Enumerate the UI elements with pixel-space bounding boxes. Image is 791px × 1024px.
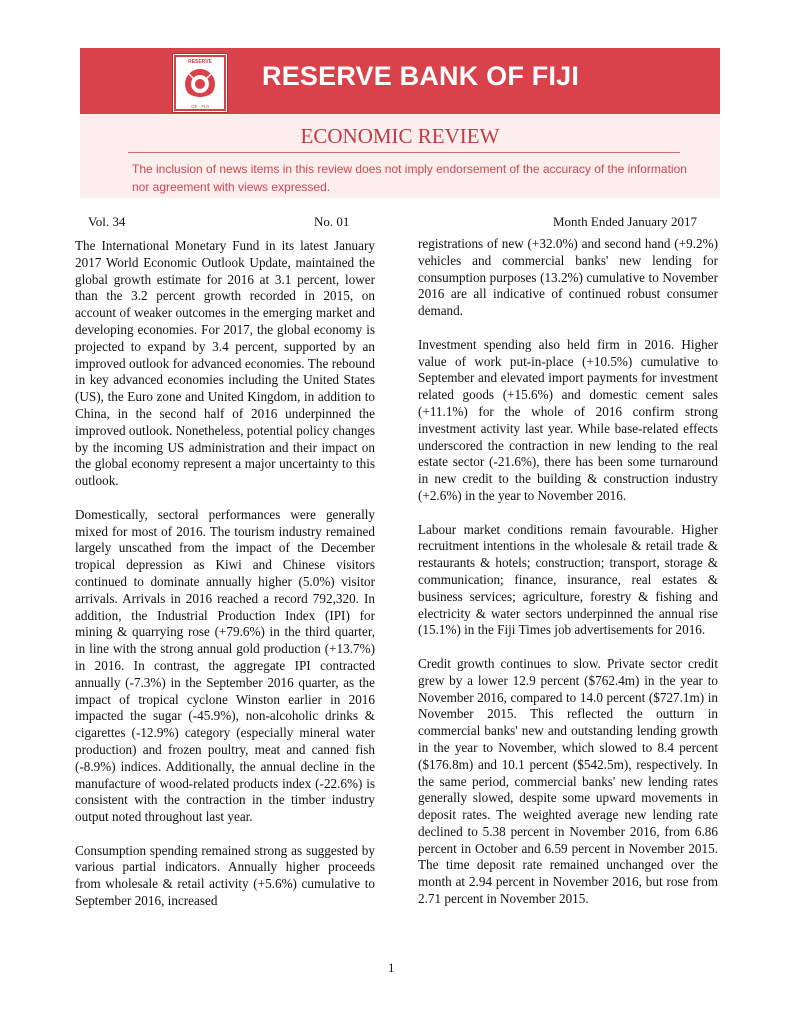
page-number: 1 xyxy=(388,960,395,975)
left-column xyxy=(75,238,375,927)
paragraph-sectoral-performance: Domestically, sectoral performances were generally mixed for most of 2016. The tourism industry remained largely unscathed from the impact of the December tropical depression as Kiwi and Chinese visitors continued to dominate annually higher (5.0%) visitor arrivals. Arrivals in 2016 reached a record 792,320. In addition, the Industrial Production Index (IPI) for mining & quarrying rose (+79.6%) in the third quarter, in line with the strong annual gold production (+13.7%) in 2016. In contrast, the aggregate IPI contracted annually (-7.3%) in the September 2016 quarter, as the impact of tropical cyclone Winston earlier in 2016 impacted the sugar (-45.9%), non-alcoholic drinks & cigarettes (-12.9%) category (especially mineral water production) and frozen poultry, meat and canned fish (-8.9%) indices. Additionally, the annual decline in the manufacture of wood-related products index (-22.6%) is consistent with the contraction in the timber industry output noted throughout last year. xyxy=(75,506,375,825)
paragraph-consumption: Consumption spending remained strong as suggested by various partial indicators. Annually higher proceeds from wholesale & retail activity (+5.6%) cumulative to September 2016, increased xyxy=(75,842,375,909)
review-title: ECONOMIC REVIEW xyxy=(300,124,500,148)
volume-label: Vol. 34 xyxy=(88,214,126,229)
header-banner xyxy=(80,48,720,114)
paragraph-global-outlook: The International Monetary Fund in its latest January 2017 World Economic Outlook Update, maintained the global growth estimate for 2016 at 3.1 percent, lower than the 3.2 percent growth recorded in 2015, on account of weaker outcomes in the emerging market and developing economies. For 2017, the global economy is projected to expand by 3.4 percent, supported by an improved outlook for advanced economies. The rebound in key advanced economies including the United States (US), the Euro zone and United Kingdom, in addition to China, in the second half of 2016 underpinned the improved outlook. Nonetheless, potential policy changes by the incoming US administration and their impact on the global economy represent a major uncertainty to this outlook. xyxy=(75,238,375,489)
paragraph-labour-market: Labour market conditions remain favourable. Higher recruitment intentions in the wholesale & retail trade & restaurants & hotels; construction; transport, storage & communication; finance, insurance, real estates & business services; agriculture, forestry & fishing and electricity & water sectors underpinned the annual rise (15.1%) in the Fiji Times job advertisements for 2016. xyxy=(418,521,718,638)
divider xyxy=(128,152,680,153)
svg-text:RESERVE: RESERVE xyxy=(188,59,212,65)
issue-period: Month Ended January 2017 xyxy=(553,214,698,229)
paragraph-consumption-continued: registrations of new (+32.0%) and second hand (+9.2%) vehicles and commercial banks' new lending for consumption purposes (13.2%) cumulative to November 2016 are all indicative of continued robust consumer demand. xyxy=(418,236,718,319)
svg-text:OF · FIJI: OF · FIJI xyxy=(191,104,209,109)
disclaimer: The inclusion of news items in this review does not imply endorsement of the accuracy of the information nor agreement with views expressed. xyxy=(132,162,687,194)
paragraph-credit-growth: Credit growth continues to slow. Private sector credit grew by a lower 12.9 percent ($762.4m) in the year to November 2016, compared to 14.0 percent ($727.1m) in November 2015. This reflected the outturn in commercial banks' new and outstanding lending growth in the year to November, which slowed to 8.4 percent ($176.8m) and 10.1 percent ($542.5m), respectively. In the same period, commercial banks' new lending rates generally slowed, despite some upward movements in deposit rates. The weighted average new lending rate declined to 5.38 percent in November 2016, from 6.86 percent in October and 6.59 percent in November 2015. The time deposit rate remained unchanged over the month at 2.94 percent in November 2016, but rose from 2.71 percent in November 2015. xyxy=(418,655,718,907)
paragraph-investment: Investment spending also held firm in 2016. Higher value of work put-in-place (+10.5%) cumulative to September and elevated import payments for investment related goods (+15.6%) and domestic cement sales (+11.1%) for the whole of 2016 confirm strong investment activity last year. While base-related effects underscored the contraction in new lending to the real estate sector (-21.6%), there has been some turnaround in new credit to the building & construction industry (+2.6%) in the year to November 2016. xyxy=(418,336,718,503)
reserve-bank-seal-icon xyxy=(172,53,228,113)
right-column xyxy=(418,236,718,925)
masthead xyxy=(80,48,720,198)
bank-name: RESERVE BANK OF FIJI xyxy=(262,61,580,91)
issue-number: No. 01 xyxy=(314,214,350,229)
